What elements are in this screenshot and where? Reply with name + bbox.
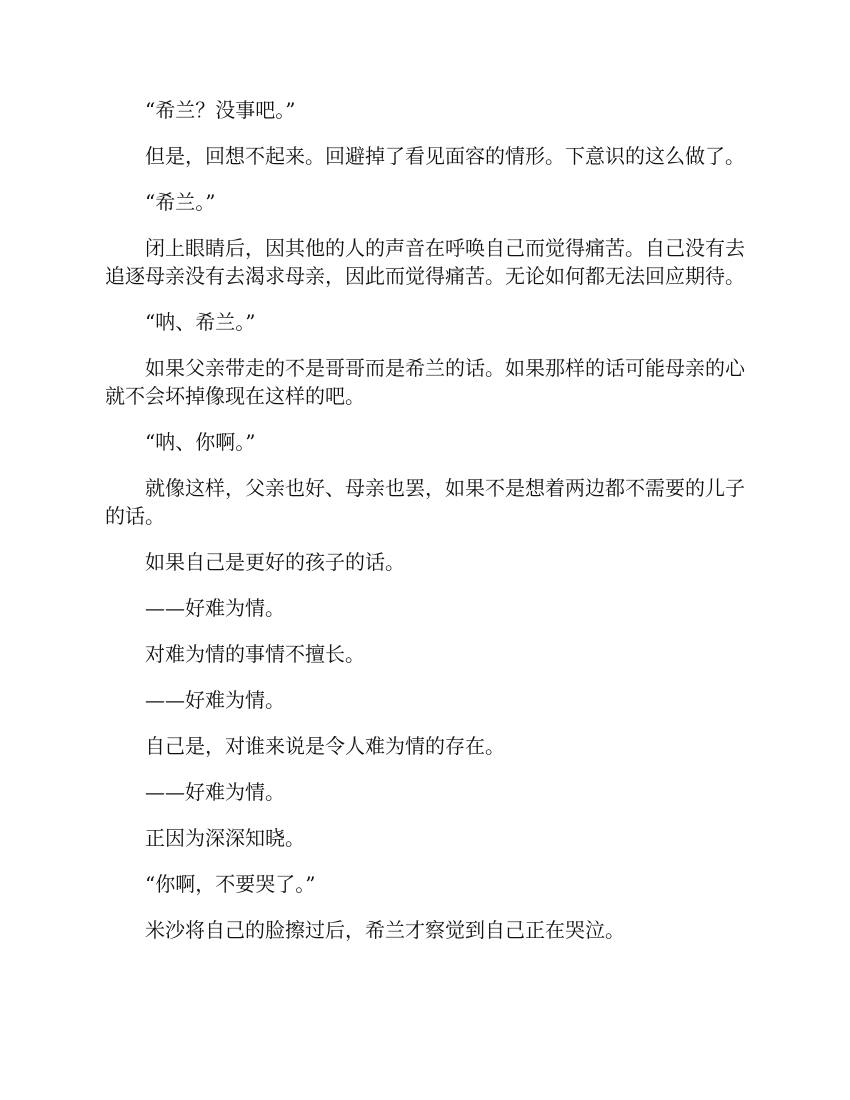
paragraph-8: 就像这样，父亲也好、母亲也罢，如果不是想着两边都不需要的儿子的话。 bbox=[105, 476, 745, 528]
paragraph-12: ——好难为情。 bbox=[145, 688, 285, 712]
paragraph-6: 如果父亲带走的不是哥哥而是希兰的话。如果那样的话可能母亲的心就不会坏掉像现在这样的吧。 bbox=[105, 356, 745, 408]
paragraph-16: “你啊，不要哭了。” bbox=[145, 872, 316, 896]
paragraph-2: 但是，回想不起来。回避掉了看见面容的情形。下意识的这么做了。 bbox=[145, 144, 745, 168]
paragraph-10: ——好难为情。 bbox=[145, 596, 285, 620]
paragraph-1: “希兰？没事吧。” bbox=[145, 98, 296, 122]
paragraph-14: ——好难为情。 bbox=[145, 780, 285, 804]
paragraph-7: “呐、你啊。” bbox=[145, 430, 256, 454]
paragraph-9: 如果自己是更好的孩子的话。 bbox=[145, 550, 405, 574]
paragraph-4: 闭上眼睛后，因其他的人的声音在呼唤自己而觉得痛苦。自己没有去追逐母亲没有去渴求母亲，因此而觉得痛苦。无论如何都无法回应期待。 bbox=[105, 236, 745, 288]
paragraph-15: 正因为深深知晓。 bbox=[145, 826, 305, 850]
paragraph-13: 自己是，对谁来说是令人难为情的存在。 bbox=[145, 734, 505, 758]
paragraph-5: “呐、希兰。” bbox=[145, 310, 256, 334]
document-body bbox=[105, 96, 745, 962]
paragraph-11: 对难为情的事情不擅长。 bbox=[145, 642, 365, 666]
paragraph-17: 米沙将自己的脸擦过后，希兰才察觉到自己正在哭泣。 bbox=[145, 918, 625, 942]
paragraph-3: “希兰。” bbox=[145, 190, 216, 214]
